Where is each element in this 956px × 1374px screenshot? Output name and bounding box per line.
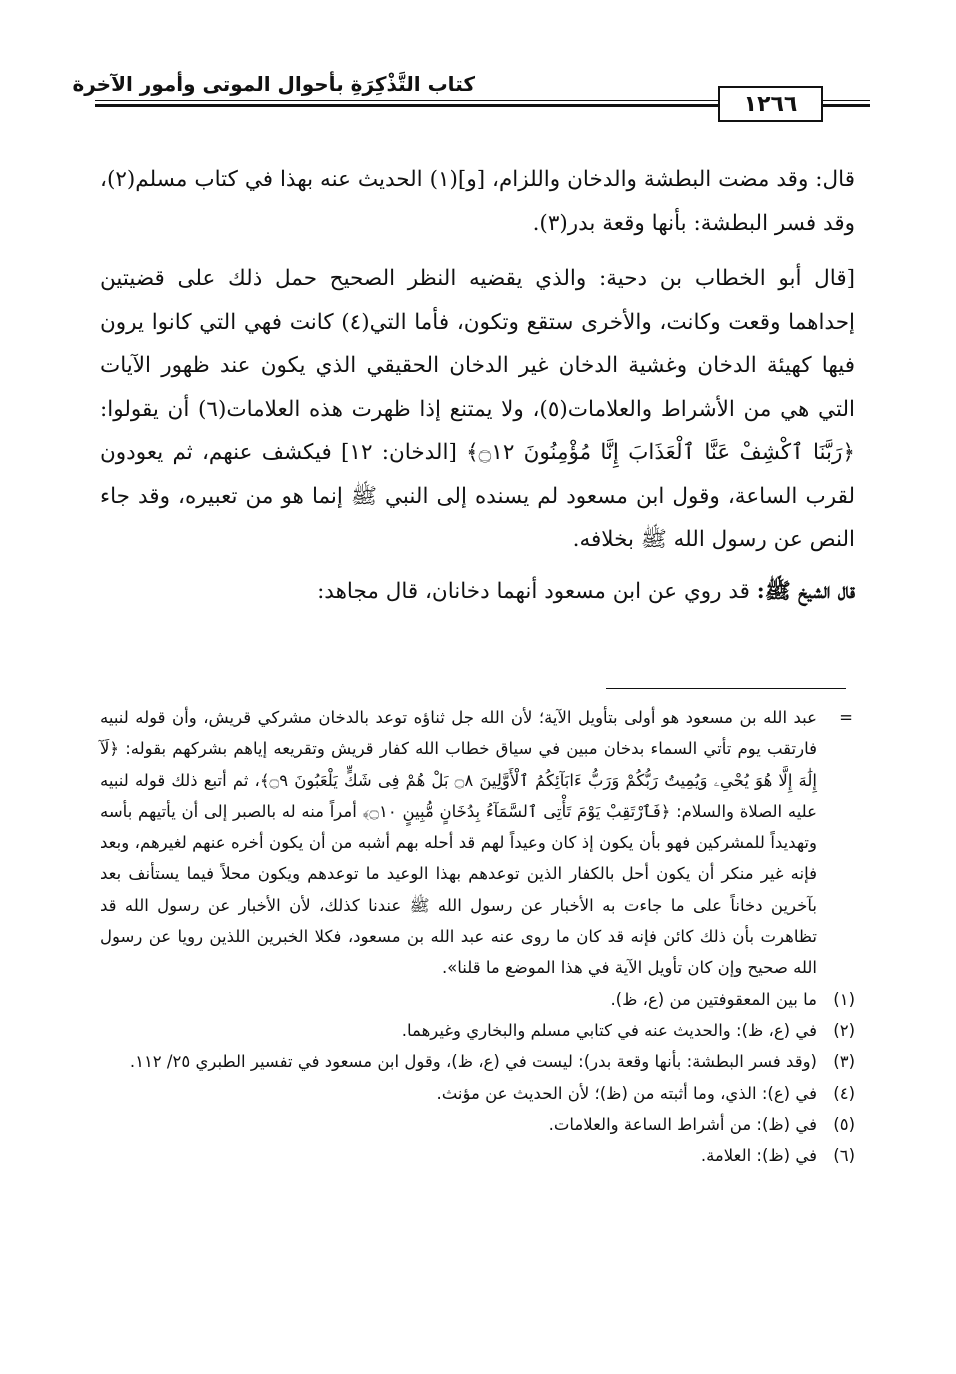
continuation-mark: =: [839, 708, 853, 727]
footnote-text: في (ع، ظ): والحديث عنه في كتابي مسلم والبخاري وغيرهما.: [401, 1020, 817, 1040]
main-text: [100, 158, 855, 613]
paragraph-2: [قال أبو الخطاب بن دحية: والذي يقضيه النظر الصحيح حمل ذلك على قضيتين إحداهما وقعت وكانت، والأخرى ستقع وتكون، فأما التي(٤) كانت فهي التي كانوا يرون فيها كهيئة الدخان وغشية الدخان غير الدخان الحقيقي الذي يكون عند ظهور الآيات التي هي من الأشراط والعلامات(٥)، ولا يمتنع إذا ظهرت هذه العلامات(٦) أن يقولوا: ﴿رَبَّنَا ٱكْشِفْ عَنَّا ٱلْعَذَابَ إِنَّا مُؤْمِنُونَ ۝١٢﴾ [الدخان: ١٢] فيكشف عنهم، ثم يعودون لقرب الساعة، وقول ابن مسعود لم يسنده إلى النبي ﷺ إنما هو من تعبيره، وقد جاء النص عن رسول الله ﷺ بخلافه.: [100, 266, 855, 552]
footnote-number: (٦): [833, 1146, 855, 1166]
footnote-text: ما بين المعقوفتين من (ع، ظ).: [610, 989, 817, 1009]
footnote-item: [100, 1015, 855, 1046]
footnote-separator: [606, 688, 846, 689]
footnote-item: [100, 1109, 855, 1140]
footnote-text: في (ع): الذي، وما أثبته من (ظ)؛ لأن الحديث عن مؤنث.: [436, 1083, 817, 1103]
footnote-number: (٤): [833, 1083, 855, 1103]
header-rule-right-thin: [823, 100, 870, 101]
footnote-item: [100, 1046, 855, 1077]
footnote-number: (٢): [833, 1020, 855, 1040]
footnotes: [100, 702, 855, 1171]
footnote-text: (وقد فسر البطشة: بأنها وقعة بدر): ليست في (ع، ظ)، وقول ابن مسعود في تفسير الطبري ٢٥/ ١١٢.: [129, 1052, 817, 1072]
paragraph-1: قال: وقد مضت البطشة والدخان واللزام، [و](١) الحديث عنه بهذا في كتاب مسلم(٢)، وقد فسر البطشة: بأنها وقعة بدر(٣).: [100, 167, 855, 236]
footnote-number: (٥): [833, 1114, 855, 1134]
sheikh-label: قال الشيخ ﷺ:: [756, 578, 855, 604]
header-rule-right-thick: [823, 104, 870, 107]
header-rule-thin: [95, 100, 718, 101]
footnote-number: (١): [833, 989, 855, 1009]
footnote-item: [100, 1140, 855, 1171]
footnote-text: في (ظ): من أشراط الساعة والعلامات.: [548, 1114, 817, 1134]
footnote-text: في (ظ): العلامة.: [700, 1146, 817, 1166]
paragraph-3: [100, 570, 855, 614]
footnote-item: [100, 984, 855, 1015]
footnote-number: (٣): [833, 1052, 855, 1072]
continuation-text: عبد الله بن مسعود هو أولى بتأويل الآية؛ لأن الله جل ثناؤه توعد بالدخان مشركي قريش، وأن قوله لنبيه فارتقب يوم تأتي السماء بدخان مبين في سياق خطاب الله كفار قريش وتقريعه إياهم بشركهم بقوله: ﴿لَآ إِلَٰهَ إِلَّا هُوَ يُحْىِۦ وَيُمِيتُ رَبُّكُمْ وَرَبُّ ءَابَآئِكُمُ ٱلْأَوَّلِينَ ۝٨ بَلْ هُمْ فِى شَكٍّ يَلْعَبُونَ ۝٩﴾، ثم أتبع ذلك قوله لنبيه عليه الصلاة والسلام: ﴿فَٱرْتَقِبْ يَوْمَ تَأْتِى ٱلسَّمَآءُ بِدُخَانٍ مُّبِينٍ ۝١٠﴾ أمراً منه له بالصبر إلى أن يأتيهم بأسه وتهديداً للمشركين فهو بأن يكون إذ كان وعيداً لهم قد أحله بهم أشبه من أن يكون أخره عنهم لغيرهم، وبعد فإنه غير منكر أن يكون أحل بالكفار الذين توعدهم بهذا الوعيد ما توعدهم ويكون محلاً فيما يستأنف بعد بآخرين دخاناً على ما جاءت به الأخبار عن رسول الله ﷺ عندنا كذلك، لأن الأخبار عن رسول الله قد تظاهرت بأن ذلك كائن فإنه قد كان ما روى عنه عبد الله بن مسعود، فكلا الخبرين اللذين رويا عن رسول الله صحيح وإن كان تأويل الآية في هذا الموضع ما قلنا».: [100, 708, 817, 978]
footnote-item: [100, 1078, 855, 1109]
footnote-continuation: [100, 702, 855, 984]
page-number: ١٢٦٦: [718, 86, 823, 122]
running-title: كتاب التَّذْكِرَةِ بأحوال الموتى وأمور الآخرة: [72, 72, 475, 96]
paragraph-3-text: قد روي عن ابن مسعود أنهما دخانان، قال مجاهد:: [317, 578, 757, 604]
header-rule-thick: [95, 104, 718, 107]
